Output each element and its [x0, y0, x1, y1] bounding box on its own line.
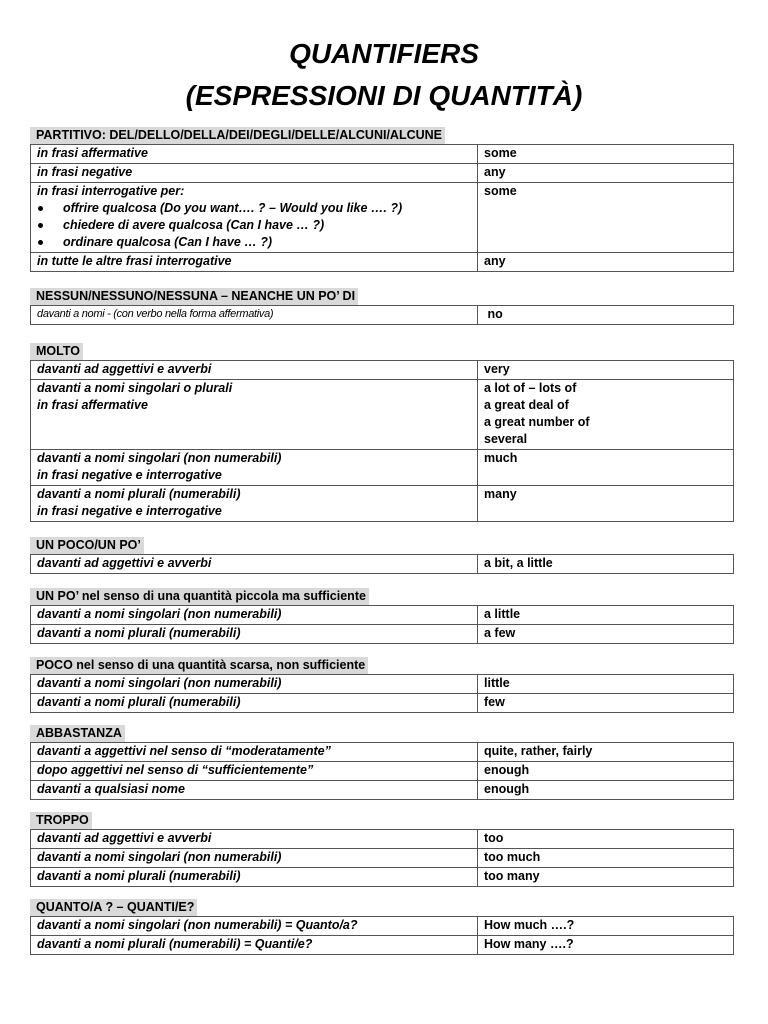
bullet-item: offrire qualcosa (Do you want…. ? – Would you like …. ?)	[37, 200, 477, 217]
section-heading: UN PO’ nel senso di una quantità piccola ma sufficiente	[30, 588, 369, 605]
english-quantifier-cell	[478, 606, 734, 625]
usage-text: in frasi negative	[37, 165, 133, 179]
section-heading: PARTITIVO: DEL/DELLO/DELLA/DEI/DEGLI/DELLE/ALCUNI/ALCUNE	[30, 127, 445, 144]
quantifier-table	[30, 360, 734, 522]
usage-text: in frasi affermative	[37, 398, 148, 412]
table-row	[31, 917, 734, 936]
section-heading: NESSUN/NESSUNO/NESSUNA – NEANCHE UN PO’ DI	[30, 288, 358, 305]
section-heading: POCO nel senso di una quantità scarsa, non sufficiente	[30, 657, 368, 674]
english-quantifier-cell	[478, 675, 734, 694]
quantifier-text: very	[484, 362, 510, 376]
section-1	[30, 287, 734, 325]
italian-usage-cell	[31, 486, 478, 522]
section-6	[30, 724, 734, 800]
table-row	[31, 936, 734, 955]
english-quantifier-cell	[478, 380, 734, 450]
italian-usage-cell	[31, 361, 478, 380]
italian-usage-cell	[31, 555, 478, 574]
english-quantifier-cell	[478, 830, 734, 849]
english-quantifier-cell	[478, 486, 734, 522]
usage-text: davanti a nomi - (con verbo nella forma affermativa)	[37, 308, 274, 320]
usage-text: in frasi negative e interrogative	[37, 468, 222, 482]
usage-text: davanti a nomi singolari (non numerabili)	[37, 850, 282, 864]
table-row	[31, 183, 734, 253]
usage-text: davanti a nomi plurali (numerabili)	[37, 626, 241, 640]
italian-usage-cell	[31, 743, 478, 762]
quantifier-table	[30, 674, 734, 713]
quantifier-text: a lot of – lots of	[484, 381, 577, 395]
quantifier-text: few	[484, 695, 505, 709]
section-4	[30, 587, 734, 644]
quantifier-text: a few	[484, 626, 516, 640]
english-quantifier-cell	[478, 917, 734, 936]
italian-usage-cell	[31, 145, 478, 164]
italian-usage-cell	[31, 306, 478, 325]
quantifier-table	[30, 742, 734, 800]
quantifier-text: too much	[484, 850, 541, 864]
quantifier-text: quite, rather, fairly	[484, 744, 593, 758]
quantifier-text: How many ….?	[484, 937, 574, 951]
quantifier-text: a bit, a little	[484, 556, 553, 570]
section-heading: TROPPO	[30, 812, 92, 829]
italian-usage-cell	[31, 606, 478, 625]
quantifier-text: some	[484, 184, 517, 198]
quantifier-table	[30, 916, 734, 955]
quantifier-text: several	[484, 432, 528, 446]
italian-usage-cell	[31, 183, 478, 253]
quantifier-text: any	[484, 165, 506, 179]
table-row	[31, 781, 734, 800]
bullet-item: chiedere di avere qualcosa (Can I have … ?)	[37, 217, 477, 234]
usage-text: davanti a aggettivi nel senso di “moderatamente”	[37, 744, 331, 758]
italian-usage-cell	[31, 380, 478, 450]
page-subtitle: (ESPRESSIONI DI QUANTITÀ)	[185, 80, 583, 111]
quantifier-text: too	[484, 831, 504, 845]
english-quantifier-cell	[478, 164, 734, 183]
section-heading: UN POCO/UN PO’	[30, 537, 144, 554]
table-row	[31, 762, 734, 781]
section-3	[30, 536, 734, 574]
section-0	[30, 126, 734, 272]
quantifier-table	[30, 829, 734, 887]
table-row	[31, 450, 734, 486]
usage-text: davanti a nomi singolari (non numerabili)	[37, 451, 282, 465]
english-quantifier-cell	[478, 306, 734, 325]
usage-text: in frasi negative e interrogative	[37, 504, 222, 518]
quantifier-table	[30, 554, 734, 574]
usage-text: davanti a qualsiasi nome	[37, 782, 185, 796]
italian-usage-cell	[31, 253, 478, 272]
english-quantifier-cell	[478, 145, 734, 164]
italian-usage-cell	[31, 625, 478, 644]
section-5	[30, 656, 734, 713]
english-quantifier-cell	[478, 868, 734, 887]
table-row	[31, 743, 734, 762]
italian-usage-cell	[31, 868, 478, 887]
english-quantifier-cell	[478, 253, 734, 272]
usage-text: davanti a nomi plurali (numerabili)	[37, 487, 241, 501]
quantifier-table	[30, 605, 734, 644]
quantifier-text: no	[484, 307, 503, 321]
quantifier-text: some	[484, 146, 517, 160]
italian-usage-cell	[31, 450, 478, 486]
usage-text: davanti a nomi plurali (numerabili)	[37, 869, 241, 883]
bullet-item: ordinare qualcosa (Can I have … ?)	[37, 234, 477, 251]
section-7	[30, 811, 734, 887]
usage-text: davanti ad aggettivi e avverbi	[37, 556, 212, 570]
section-heading: MOLTO	[30, 343, 83, 360]
table-row	[31, 606, 734, 625]
italian-usage-cell	[31, 936, 478, 955]
quantifier-text: How much ….?	[484, 918, 575, 932]
italian-usage-cell	[31, 849, 478, 868]
quantifier-text: a little	[484, 607, 521, 621]
english-quantifier-cell	[478, 625, 734, 644]
italian-usage-cell	[31, 762, 478, 781]
english-quantifier-cell	[478, 849, 734, 868]
usage-text: davanti a nomi singolari (non numerabili)	[37, 676, 282, 690]
usage-text: in tutte le altre frasi interrogative	[37, 254, 232, 268]
quantifier-text: enough	[484, 782, 530, 796]
usage-text: davanti a nomi plurali (numerabili)	[37, 695, 241, 709]
usage-text: in frasi affermative	[37, 146, 148, 160]
section-2	[30, 342, 734, 522]
table-row	[31, 361, 734, 380]
italian-usage-cell	[31, 830, 478, 849]
table-row	[31, 694, 734, 713]
section-heading: QUANTO/A ? – QUANTI/E?	[30, 899, 197, 916]
quantifier-text: much	[484, 451, 518, 465]
usage-text: davanti ad aggettivi e avverbi	[37, 831, 212, 845]
table-row	[31, 868, 734, 887]
quantifier-text: a great deal of	[484, 398, 569, 412]
english-quantifier-cell	[478, 183, 734, 253]
italian-usage-cell	[31, 164, 478, 183]
quantifier-text: many	[484, 487, 517, 501]
table-row	[31, 253, 734, 272]
table-row	[31, 306, 734, 325]
table-row	[31, 486, 734, 522]
table-row	[31, 555, 734, 574]
english-quantifier-cell	[478, 781, 734, 800]
italian-usage-cell	[31, 675, 478, 694]
page-title: QUANTIFIERS	[289, 38, 479, 69]
english-quantifier-cell	[478, 555, 734, 574]
usage-text: davanti a nomi singolari (non numerabili) = Quanto/a?	[37, 918, 358, 932]
usage-text: dopo aggettivi nel senso di “sufficientemente”	[37, 763, 314, 777]
quantifier-table	[30, 305, 734, 325]
section-8	[30, 898, 734, 955]
table-row	[31, 380, 734, 450]
english-quantifier-cell	[478, 762, 734, 781]
quantifier-text: enough	[484, 763, 530, 777]
english-quantifier-cell	[478, 450, 734, 486]
english-quantifier-cell	[478, 361, 734, 380]
table-row	[31, 145, 734, 164]
quantifier-text: a great number of	[484, 415, 590, 429]
usage-text: in frasi interrogative per:	[37, 184, 185, 198]
quantifier-text: little	[484, 676, 510, 690]
table-row	[31, 830, 734, 849]
italian-usage-cell	[31, 694, 478, 713]
table-row	[31, 164, 734, 183]
table-row	[31, 675, 734, 694]
usage-text: davanti a nomi singolari o plurali	[37, 381, 233, 395]
usage-text: davanti a nomi plurali (numerabili) = Quanti/e?	[37, 937, 313, 951]
quantifier-table	[30, 144, 734, 272]
italian-usage-cell	[31, 917, 478, 936]
quantifier-text: too many	[484, 869, 540, 883]
english-quantifier-cell	[478, 694, 734, 713]
usage-text: davanti ad aggettivi e avverbi	[37, 362, 212, 376]
english-quantifier-cell	[478, 936, 734, 955]
table-row	[31, 625, 734, 644]
italian-usage-cell	[31, 781, 478, 800]
section-heading: ABBASTANZA	[30, 725, 125, 742]
english-quantifier-cell	[478, 743, 734, 762]
quantifier-text: any	[484, 254, 506, 268]
usage-text: davanti a nomi singolari (non numerabili)	[37, 607, 282, 621]
table-row	[31, 849, 734, 868]
